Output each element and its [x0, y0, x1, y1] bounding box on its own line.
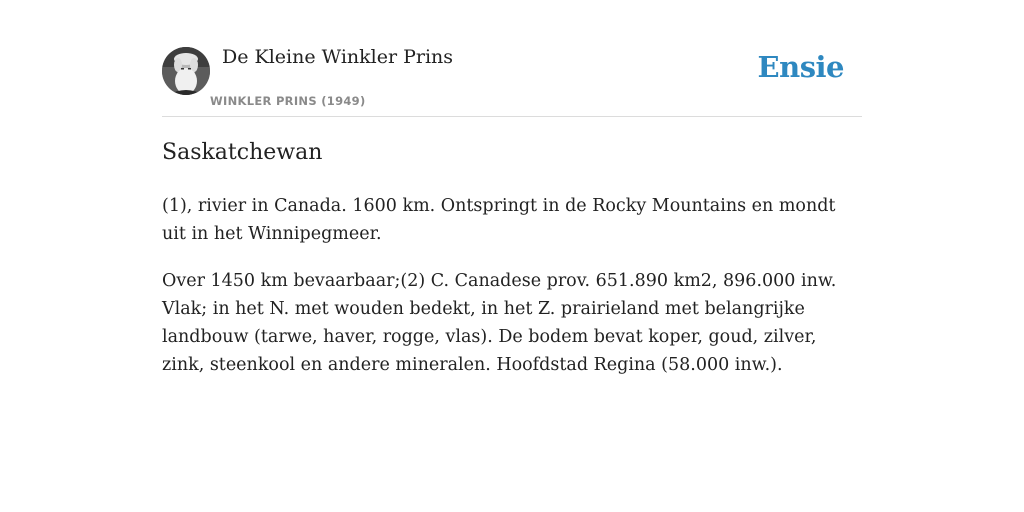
book-title[interactable]: De Kleine Winkler Prins	[222, 46, 454, 68]
entry-paragraph: Over 1450 km bevaarbaar;(2) C. Canadese prov. 651.890 km2, 896.000 inw. Vlak; in het N. met wouden bedekt, in het Z. prairieland met belangrijke landbouw (tarwe, haver, rogge, vlas). De bodem bevat koper, goud, zilver, zink, steenkool en andere mineralen. Hoofdstad Regina (58.000 inw.).	[162, 271, 837, 375]
entry-title: Saskatchewan	[162, 140, 323, 165]
page	[162, 0, 862, 375]
ensie-logo-link[interactable]: Ensie	[757, 50, 844, 84]
header	[162, 0, 862, 117]
entry-paragraph: (1), rivier in Canada. 1600 km. Ontspringt in de Rocky Mountains en mondt uit in het Winnipegmeer.	[162, 196, 836, 244]
book-subtitle: WINKLER PRINS (1949)	[210, 94, 366, 108]
entry-body	[162, 192, 862, 398]
author-portrait-icon[interactable]	[162, 47, 210, 95]
